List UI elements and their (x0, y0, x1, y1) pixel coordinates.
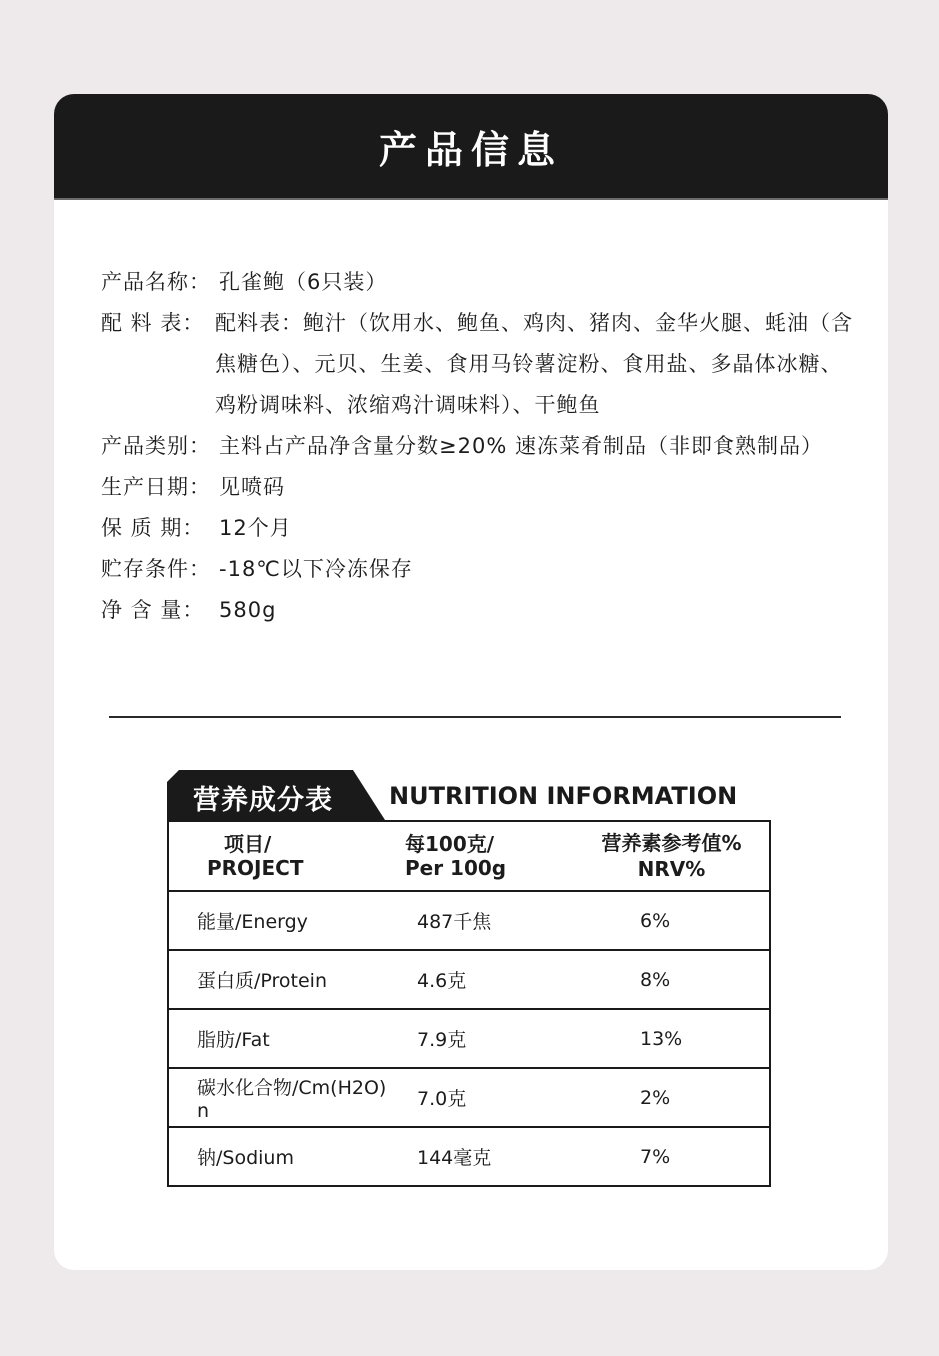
table-row (169, 890, 769, 949)
table-header-row (169, 822, 769, 890)
info-row-name (101, 262, 861, 303)
info-row-net-content (101, 590, 861, 631)
nutrition-table (167, 820, 771, 1187)
header-nrv (570, 830, 769, 882)
product-info-list (101, 262, 861, 631)
cell-per100: 144毫克 (417, 1147, 492, 1169)
table-row (169, 1067, 769, 1126)
cell-per100: 487千焦 (417, 911, 492, 933)
cell-item: 蛋白质/Protein (197, 970, 328, 992)
header-nrv-en: NRV% (637, 857, 706, 881)
cell-per100: 7.9克 (417, 1029, 467, 1051)
info-label: 产品名称： (101, 270, 211, 294)
cell-per100: 4.6克 (417, 970, 467, 992)
info-value: 580g (219, 598, 277, 622)
info-value: 孔雀鲍（6只装） (219, 270, 388, 294)
cell-item: 能量/Energy (197, 911, 308, 933)
info-label: 贮存条件： (101, 557, 211, 581)
product-info-card (54, 94, 888, 1270)
info-value: 见喷码 (219, 475, 285, 499)
nutrition-section (167, 770, 771, 1187)
table-row (169, 949, 769, 1008)
nutrition-title-en: NUTRITION INFORMATION (389, 782, 738, 810)
info-row-production-date (101, 467, 861, 508)
table-row (169, 1126, 769, 1185)
header-per100 (400, 832, 570, 880)
nutrition-header (167, 770, 771, 820)
info-value: 主料占产品净含量分数≥20% 速冻菜肴制品（非即食熟制品） (219, 434, 823, 458)
header-per-cn: 每100克/ (405, 832, 495, 856)
nutrition-title-cn: 营养成分表 (193, 785, 333, 816)
header-per-en: Per 100g (405, 856, 507, 880)
header-nrv-cn: 营养素参考值% (601, 831, 742, 855)
info-row-storage (101, 549, 861, 590)
info-label: 生产日期： (101, 475, 211, 499)
info-label: 净 含 量： (101, 598, 205, 622)
cell-nrv: 7% (640, 1145, 671, 1168)
cell-item: 脂肪/Fat (197, 1029, 270, 1051)
cell-nrv: 13% (640, 1027, 683, 1050)
info-value: 12个月 (219, 516, 292, 540)
table-row (169, 1008, 769, 1067)
cell-nrv: 6% (640, 909, 671, 932)
section-divider (109, 716, 841, 718)
header-project-en: PROJECT (207, 856, 304, 880)
header-project (169, 832, 400, 880)
info-row-shelf-life (101, 508, 861, 549)
info-row-category (101, 426, 861, 467)
info-label: 产品类别： (101, 434, 211, 458)
header-project-cn: 项目/ (224, 832, 272, 856)
info-label: 配 料 表： (101, 311, 205, 335)
header-bar (54, 94, 888, 200)
cell-item: 钠/Sodium (197, 1147, 294, 1169)
cell-per100: 7.0克 (417, 1088, 467, 1110)
cell-item: 碳水化合物/Cm(H2O) n (197, 1077, 387, 1122)
info-label: 保 质 期： (101, 516, 205, 540)
page-title: 产品信息 (378, 127, 563, 172)
cell-nrv: 2% (640, 1086, 671, 1109)
info-value: -18℃以下冷冻保存 (219, 557, 413, 581)
info-row-ingredients (101, 303, 861, 426)
cell-nrv: 8% (640, 968, 671, 991)
info-value: 配料表：鲍汁（饮用水、鲍鱼、鸡肉、猪肉、金华火腿、蚝油（含焦糖色）、元贝、生姜、食用马铃薯淀粉、食用盐、多晶体冰糖、鸡粉调味料、浓缩鸡汁调味料）、干鲍鱼 (215, 311, 853, 417)
